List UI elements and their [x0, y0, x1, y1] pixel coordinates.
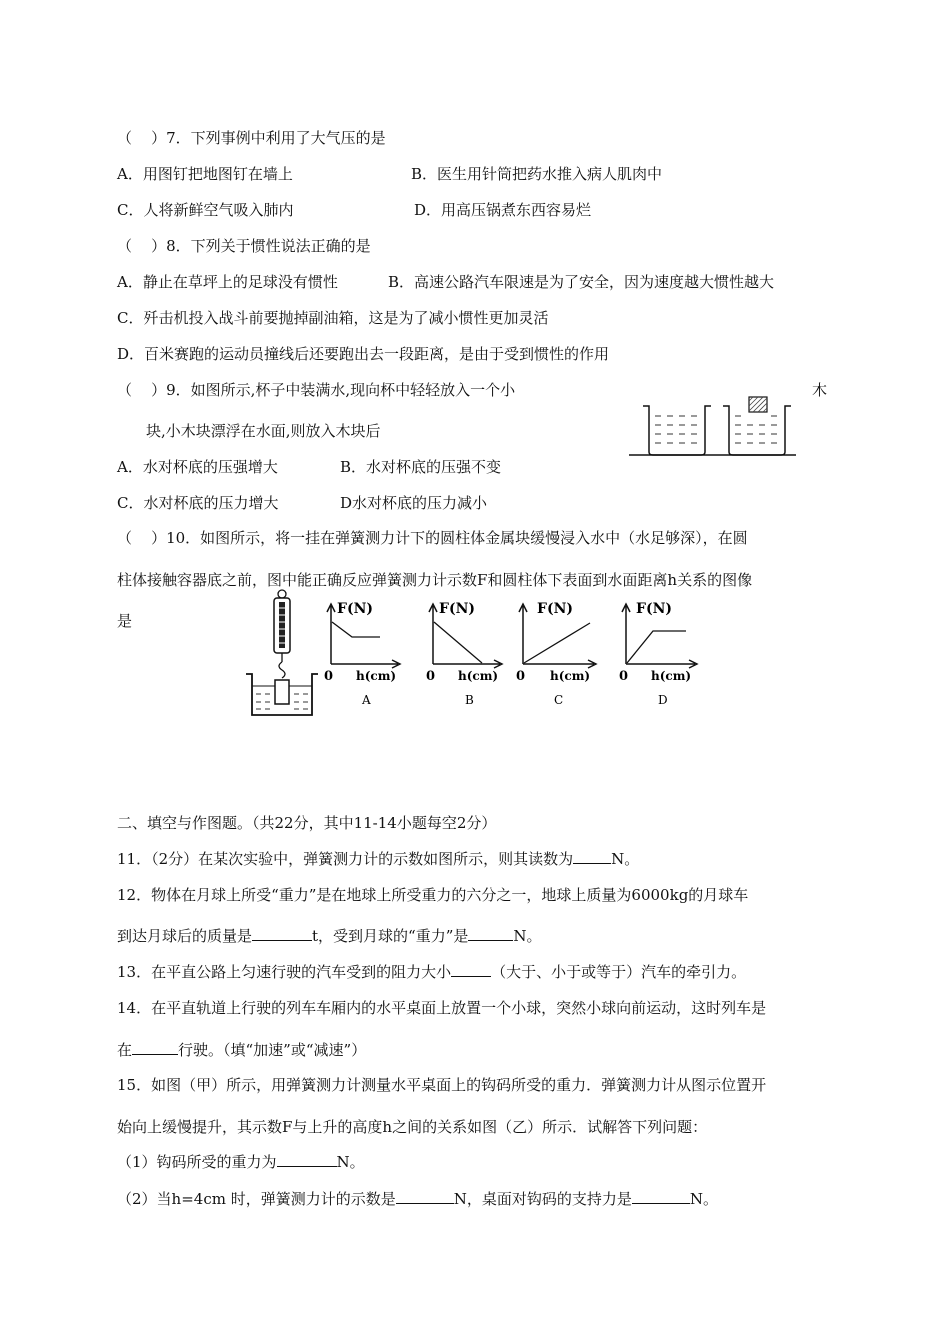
- q10-graph-c: [510, 596, 605, 708]
- graph-d-origin: 0: [619, 669, 629, 684]
- q10-stem-line3: 是: [117, 612, 133, 630]
- q9-stem-line1: （ ）9．如图所示,杯子中装满水,现向杯中轻轻放入一个小: [117, 381, 516, 399]
- section2-title: 二、填空与作图题。（共22分，其中11-14小题每空2分）: [117, 814, 497, 832]
- q11-pre: 11．（2分）在某次实验中，弹簧测力计的示数如图所示，则其读数为: [117, 850, 574, 868]
- q7-option-d: D．用高压锅煮东西容易烂: [414, 201, 592, 219]
- q7-option-c: C．人将新鲜空气吸入肺内: [117, 201, 294, 219]
- q15-blank-support[interactable]: [632, 1189, 690, 1204]
- q7-stem: （ ）7．下列事例中利用了大气压的是: [117, 129, 386, 147]
- graph-d-curve: [627, 631, 686, 663]
- q14-answer-blank[interactable]: [132, 1040, 178, 1055]
- q15-sub2-post: N。: [689, 1190, 718, 1208]
- graph-a-option-label: A: [362, 693, 371, 707]
- q14-line2: [117, 1040, 366, 1060]
- q14-post: 行驶。（填“加速”或“减速”）: [178, 1041, 367, 1059]
- q15-sub2-pre: （2）当h=4cm 时，弹簧测力计的示数是: [117, 1190, 396, 1208]
- q10-stem-line1: （ ）10．如图所示，将一挂在弹簧测力计下的圆柱体金属块缓慢浸入水中（水足够深），在圆: [117, 529, 748, 547]
- q10-graph-a: [318, 596, 408, 708]
- q15-blank-weight[interactable]: [277, 1152, 337, 1167]
- q12-mid: t，受到月球的“重力”是: [312, 927, 469, 945]
- q8-option-b: B．高速公路汽车限速是为了安全，因为速度越大惯性越大: [388, 273, 775, 291]
- q12-blank-gravity[interactable]: [468, 926, 513, 941]
- graph-a-curve: [332, 622, 380, 637]
- q11-answer-blank[interactable]: [573, 849, 611, 864]
- q8-option-c: C．歼击机投入战斗前要抛掉副油箱，这是为了减小惯性更加灵活: [117, 309, 549, 327]
- q11-line: [117, 849, 639, 869]
- q13-pre: 13．在平直公路上匀速行驶的汽车受到的阻力大小: [117, 963, 452, 981]
- graph-a-ylabel: F(N): [337, 601, 373, 617]
- q7-option-a: A．用图钉把地图钉在墙上: [117, 165, 293, 183]
- q9-option-a: A．水对杯底的压强增大: [117, 458, 278, 476]
- q8-option-d: D．百米赛跑的运动员撞线后还要跑出去一段距离，是由于受到惯性的作用: [117, 345, 610, 363]
- graph-c-ylabel: F(N): [537, 601, 573, 617]
- graph-a-origin: 0: [324, 669, 334, 684]
- q13-line: [117, 962, 746, 982]
- q8-option-a: A．静止在草坪上的足球没有惯性: [117, 273, 338, 291]
- graph-b-xlabel: h(cm): [458, 669, 499, 683]
- q10-graph-d: [613, 596, 705, 708]
- q15-sub1-post: N。: [336, 1153, 365, 1171]
- graph-c-option-label: C: [554, 693, 564, 707]
- q12-line2: [117, 926, 542, 946]
- graph-b-origin: 0: [426, 669, 436, 684]
- graph-c-origin: 0: [516, 669, 526, 684]
- graph-b-option-label: B: [465, 693, 474, 707]
- q14-line1: 14．在平直轨道上行驶的列车车厢内的水平桌面上放置一个小球，突然小球向前运动，这时列车是: [117, 999, 767, 1017]
- q9-beaker-figure: [625, 392, 800, 460]
- q12-pre: 到达月球后的质量是: [117, 927, 253, 945]
- q13-answer-blank[interactable]: [451, 962, 491, 977]
- graph-c-curve: [524, 623, 590, 663]
- q15-line1: 15．如图（甲）所示，用弹簧测力计测量水平桌面上的钩码所受的重力．弹簧测力计从图示位置开: [117, 1076, 767, 1094]
- q13-post: （大于、小于或等于）汽车的牵引力。: [491, 963, 747, 981]
- graph-b-curve: [434, 622, 482, 663]
- q9-option-c: C．水对杯底的压力增大: [117, 494, 279, 512]
- q12-line1: 12．物体在月球上所受“重力”是在地球上所受重力的六分之一，地球上质量为6000kg的月球车: [117, 886, 749, 904]
- q7-option-b: B．医生用针筒把药水推入病人肌肉中: [411, 165, 663, 183]
- q14-pre: 在: [117, 1041, 133, 1059]
- graph-d-option-label: D: [658, 693, 668, 707]
- q15-sub1: [117, 1152, 365, 1172]
- graph-d-ylabel: F(N): [636, 601, 672, 617]
- q9-option-b: B．水对杯底的压强不变: [340, 458, 502, 476]
- q10-stem-line2: 柱体接触容器底之前，图中能正确反应弹簧测力计示数F和圆柱体下表面到水面距离h关系的图像: [117, 571, 753, 589]
- q12-blank-mass[interactable]: [252, 926, 312, 941]
- q11-post: N。: [611, 850, 640, 868]
- q10-graph-b: [420, 596, 510, 708]
- q12-post: N。: [513, 927, 542, 945]
- q10-spring-scale-apparatus: [243, 588, 321, 720]
- graph-c-xlabel: h(cm): [550, 669, 591, 683]
- q8-stem: （ ）8．下列关于惯性说法正确的是: [117, 237, 371, 255]
- graph-d-xlabel: h(cm): [651, 669, 692, 683]
- q15-sub2: [117, 1189, 718, 1209]
- q9-option-d: D水对杯底的压力减小: [340, 494, 488, 512]
- q9-stem-line1-end: 木: [812, 381, 828, 399]
- q15-sub2-mid: N，桌面对钩码的支持力是: [453, 1190, 632, 1208]
- q9-stem-line2: 块,小木块漂浮在水面,则放入木块后: [146, 422, 381, 440]
- graph-b-ylabel: F(N): [439, 601, 475, 617]
- q15-line2: 始向上缓慢提升，其示数F与上升的高度h之间的关系如图（乙）所示．试解答下列问题：: [117, 1118, 708, 1136]
- q15-sub1-pre: （1）钩码所受的重力为: [117, 1153, 277, 1171]
- q15-blank-reading[interactable]: [396, 1189, 454, 1204]
- graph-a-xlabel: h(cm): [356, 669, 397, 683]
